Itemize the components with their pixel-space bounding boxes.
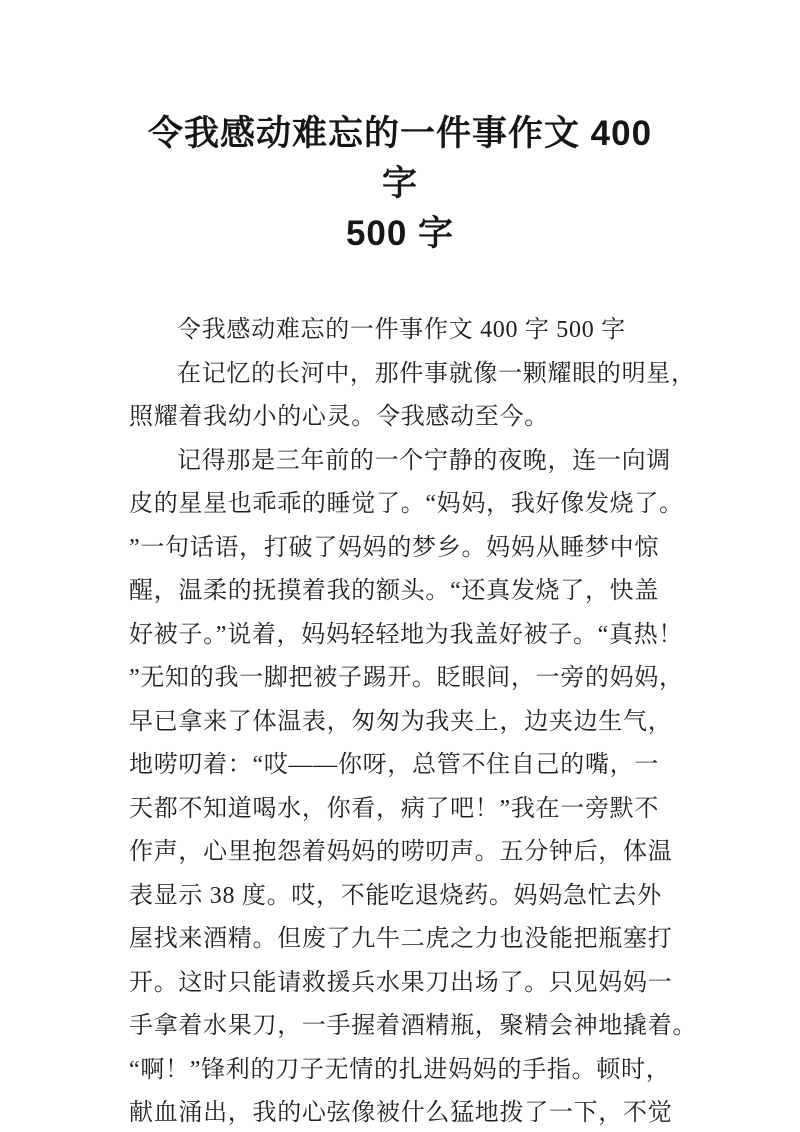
body-text-line: ”无知的我一脚把被子踢开。眨眼间，一旁的妈妈， — [129, 665, 684, 692]
body-text-line: 手拿着水果刀，一手握着酒精瓶，聚精会神地撬着。 — [129, 1013, 698, 1040]
body-text-line: 早已拿来了体温表，匆匆为我夹上，边夹边生气， — [129, 708, 673, 735]
body-text-line: 令我感动难忘的一件事作文 400 字 500 字 — [177, 317, 626, 344]
page-title — [129, 109, 671, 259]
body-text-line: 在记忆的长河中，那件事就像一颗耀眼的明星， — [177, 360, 696, 387]
body-text-line: ”一句话语，打破了妈妈的梦乡。妈妈从睡梦中惊 — [129, 534, 660, 561]
page-title-line-2: 500 字 — [345, 214, 455, 254]
body-text-line: “啊！”锋利的刀子无情的扎进妈妈的手指。顿时， — [129, 1056, 671, 1083]
body-text-line: 屋找来酒精。但废了九牛二虎之力也没能把瓶塞打 — [129, 926, 673, 953]
body-text-line: 天都不知道喝水，你看，病了吧！”我在一旁默不 — [129, 795, 660, 822]
essay-body — [129, 309, 698, 1132]
page-title-line-1: 令我感动难忘的一件事作文 400 字 — [147, 114, 653, 204]
body-text-line: 好被子。”说着，妈妈轻轻地为我盖好被子。“真热！ — [129, 621, 684, 648]
body-text-line: 地唠叨着：“哎——你呀，总管不住自己的嘴，一 — [129, 752, 660, 779]
body-text-line: 献血涌出，我的心弦像被什么猛地拨了一下，不觉 — [129, 1100, 673, 1127]
body-text-line: 醒，温柔的抚摸着我的额头。“还真发烧了，快盖 — [129, 578, 660, 605]
body-text-line: 记得那是三年前的一个宁静的夜晚，连一向调 — [177, 447, 671, 474]
body-text-line: 照耀着我幼小的心灵。令我感动至今。 — [129, 404, 549, 431]
body-text-line: 皮的星星也乖乖的睡觉了。“妈妈，我好像发烧了。 — [129, 491, 684, 518]
body-text-line: 开。这时只能请救援兵水果刀出场了。只见妈妈一 — [129, 969, 673, 996]
document-content — [129, 0, 698, 1132]
body-text-line: 表显示 38 度。哎，不能吃退烧药。妈妈急忙去外 — [129, 882, 662, 909]
body-text-line: 作声，心里抱怨着妈妈的唠叨声。五分钟后，体温 — [129, 839, 673, 866]
